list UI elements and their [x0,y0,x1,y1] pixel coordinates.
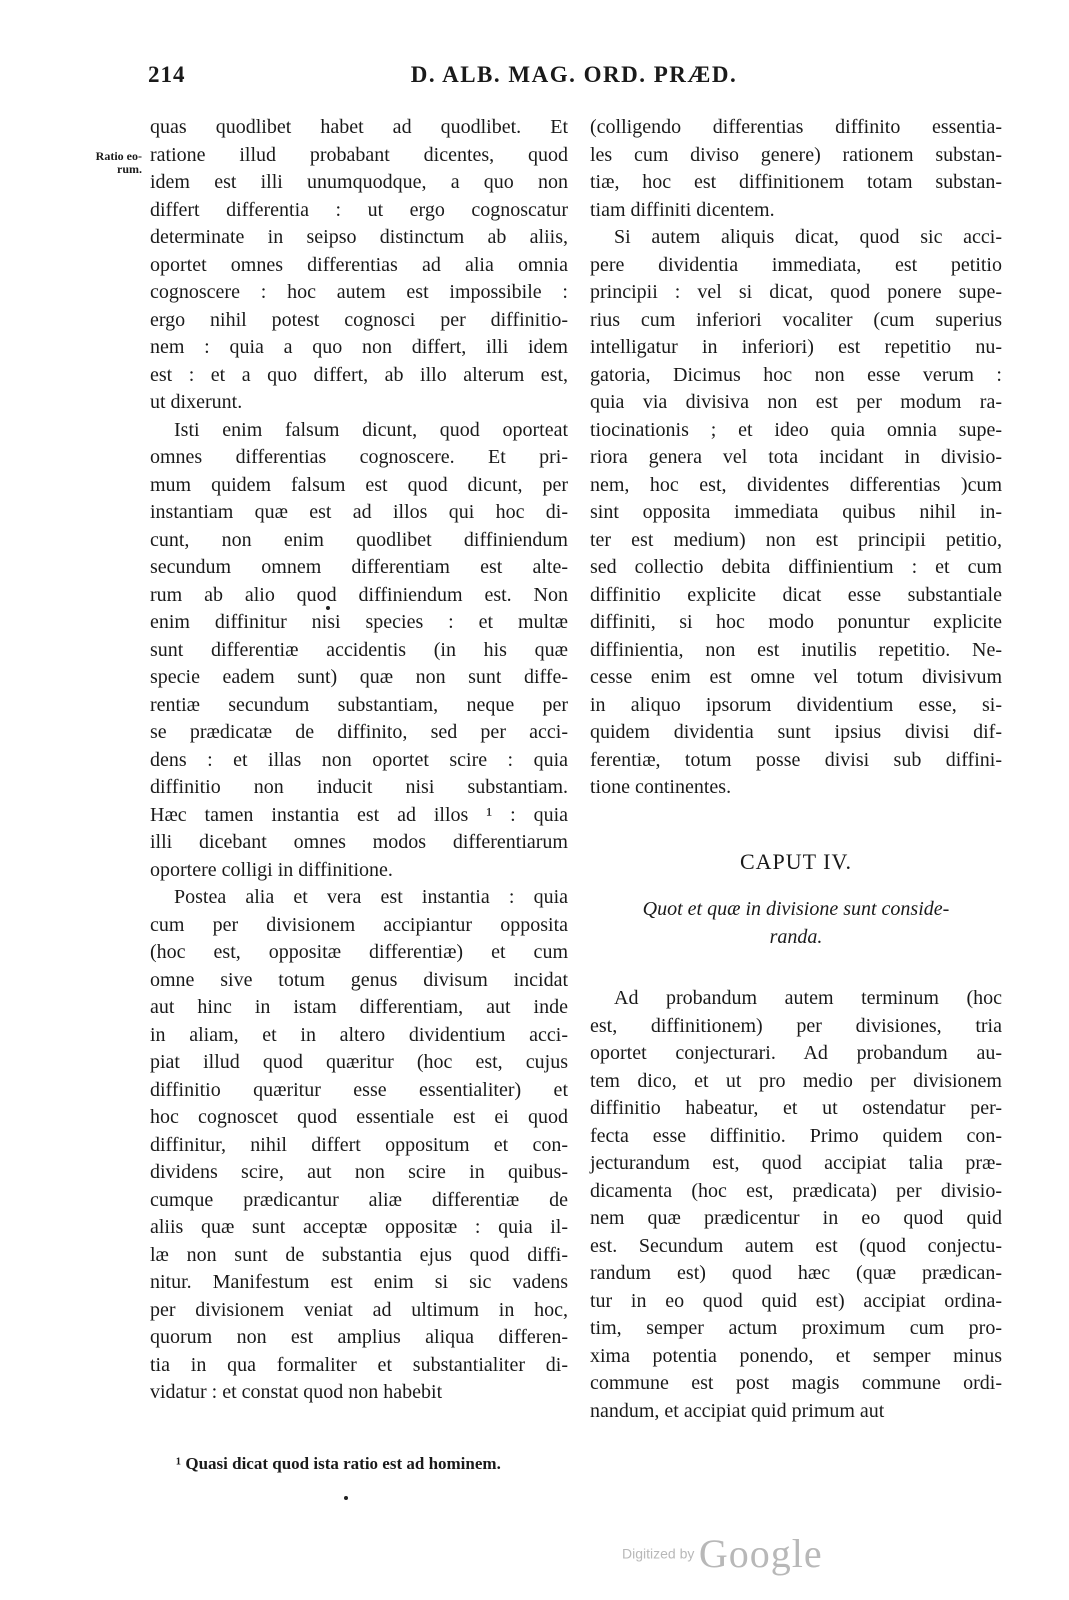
digitized-watermark [622,1530,823,1577]
text-line: Hæc tamen instantia est ad illos ¹ : quia [150,803,568,826]
text-line: tim, semper actum proximum cum pro- [590,1317,1002,1339]
text-line: xima potentia ponendo, et semper minus [590,1344,1002,1367]
text-line: tem dico, et ut pro medio per divisionem [590,1069,1002,1092]
text-line: se prædicatæ de diffinito, sed per acci- [150,721,568,743]
text-line: Postea alia et vera est instantia : quia [174,886,568,908]
text-line: Si autem aliquis dicat, quod sic acci- [614,226,1002,248]
text-line: est, diffinitionem) per divisiones, tria [590,1014,1002,1037]
text-line: riora genera vel tota incidant in divisio- [590,446,1002,468]
text-line: hoc cognoscet quod essentiale est ei quod [150,1106,568,1128]
text-line: diffinitio habeatur, et ut ostendatur per- [590,1097,1002,1119]
text-line: oportere colligi in diffinitione. [150,858,393,881]
text-line: (hoc est, oppositæ differentiæ) et cum [150,941,568,963]
text-line: commune est post magis commune ordi- [590,1372,1002,1394]
right-column-top [590,114,1002,802]
text-line: differt differentia : ut ergo cognoscatur [150,198,568,221]
text-line: tia in qua formaliter et substantialiter di- [150,1353,568,1376]
text-line: quidem dividentia sunt ipsius divisi dif- [590,721,1002,743]
text-line: tiam diffiniti dicentem. [590,198,775,221]
text-line: ferentiæ, totum posse divisi sub diffini- [590,748,1002,771]
stray-mark [344,1496,348,1500]
text-line: oportet conjecturari. Ad probandum au- [590,1042,1002,1064]
text-line: rius cum inferiori vocaliter (cum superius [590,308,1002,331]
text-line: ter est medium) non est principii petitio, [590,528,1002,551]
footnote: ¹ Quasi dicat quod ista ratio est ad hominem. [176,1454,501,1473]
text-line: principii : vel si dicat, quod ponere supe- [590,281,1002,303]
text-line: aliis quæ sunt acceptæ oppositæ : quia il- [150,1216,568,1238]
text-line: nem quæ prædicentur in eo quod quid [590,1207,1002,1229]
text-line: læ non sunt de substantia ejus quod diffi- [150,1243,568,1266]
text-line: determinate in seipso distinctum ab aliis, [150,226,568,248]
text-line: in aliquo ipsorum dividentium esse, si- [590,693,1002,716]
text-line: omne sive totum genus divisum incidat [150,968,568,991]
text-line: dicamenta (hoc est, prædicata) per divisio- [590,1179,1002,1202]
text-line: specie eadem sunt) quæ non sunt diffe- [150,666,568,688]
text-line: ut dixerunt. [150,391,243,413]
chapter-title: CAPUT IV. [739,848,853,874]
text-line: intelligatur in inferiori) est repetitio nu- [590,336,1002,358]
text-line: ergo nihil potest cognosci per diffinitio- [150,308,568,331]
chapter-subtitle [590,895,1002,951]
text-line: vidatur : et constat quod non habebit [150,1381,443,1403]
text-line: est : et a quo differt, ab illo alterum est, [150,363,568,386]
text-line: aut hinc in istam differentiam, aut inde [150,996,568,1018]
text-line: tione continentes. [590,776,732,798]
margin-note [62,150,142,176]
text-line: tiocinationis ; et ideo quia omnia supe- [590,418,1002,441]
text-line: sed collectio debita diffinientium : et cum [590,556,1002,578]
text-line: secundum omnem differentiam est alte- [150,556,568,578]
text-line: les cum diviso genere) rationem substan- [590,143,1002,166]
text-line: oportet omnes differentias ad alia omnia [150,253,568,276]
text-line: diffinitio quæritur esse essentialiter) et [150,1078,568,1101]
text-line: dividens scire, aut non scire in quibus- [150,1161,568,1183]
text-line: randum est) quod hæc (quæ prædican- [590,1262,1002,1284]
text-line: diffiniti, si hoc modo ponuntur explicite [590,611,1002,633]
text-line: pere dividentia immediata, est petitio [590,253,1002,276]
text-line: dens : et illas non oportet scire : quia [150,748,568,771]
text-line: sunt differentiæ accidentis (in his quæ [150,638,568,661]
text-line: piat illud quod quæritur (hoc est, cujus [150,1051,568,1073]
text-line: jecturandum est, quod accipiat talia præ- [590,1152,1002,1174]
text-line: fecta esse diffinitio. Primo quidem con- [590,1124,1002,1147]
page-number: 214 [148,62,186,87]
text-line: Isti enim falsum dicunt, quod oporteat [174,418,568,441]
text-line: diffinitio non inducit nisi substantiam. [150,776,568,798]
margin-note-line: Ratio eo- [95,149,142,163]
running-title: D. ALB. MAG. ORD. PRÆD. [410,62,738,87]
stray-mark [326,606,330,610]
text-line: est. Secundum autem est (quod conjectu- [590,1234,1002,1257]
text-line: quorum non est amplius aliqua differen- [150,1326,568,1348]
text-line: (colligendo differentias diffinito essentia- [590,116,1002,138]
text-line: rentiæ secundum substantiam, neque per [150,693,568,716]
text-line: nem, hoc est, dividentes differentias )cum [590,473,1002,496]
margin-note-line: rum. [117,162,142,176]
text-line: gatoria, Dicimus hoc non esse verum : [590,363,1002,386]
text-line: in aliam, et in altero dividentium acci- [150,1023,568,1046]
text-line: cunt, non enim quodlibet diffiniendum [150,528,568,551]
text-line: per divisionem veniat ad ultimum in hoc, [150,1298,568,1321]
watermark-prefix: Digitized by [622,1545,695,1562]
text-line: cumque prædicantur aliæ differentiæ de [150,1188,568,1211]
text-line: nem : quia a quo non differt, illi idem [150,336,568,358]
chapter-subtitle-line: randa. [769,926,823,948]
right-column-bottom [590,985,1002,1425]
text-line: enim diffinitur nisi species : et multæ [150,611,568,633]
chapter-subtitle-line: Quot et quæ in divisione sunt conside- [642,898,950,920]
text-line: idem est illi unumquodque, a quo non [150,171,568,193]
text-line: nitur. Manifestum est enim si sic vadens [150,1271,568,1293]
text-line: tiæ, hoc est diffinitionem totam substan- [590,171,1002,193]
text-line: tur in eo quod quid est) accipiat ordina- [590,1289,1002,1312]
text-line: illi dicebant omnes modos differentiarum [150,831,568,853]
text-line: quia via divisiva non est per modum ra- [590,391,1002,413]
text-line: sint opposita immediata quibus nihil in- [590,501,1002,523]
text-line: Ad probandum autem terminum (hoc [614,987,1002,1009]
text-line: diffinitio explicite dicat esse substantiale [590,583,1002,606]
left-column [150,114,568,1407]
text-line: rum ab alio quod diffiniendum est. Non [150,583,568,606]
right-column [590,114,1002,1425]
page-header [148,62,1000,96]
text-line: omnes differentias cognoscere. Et pri- [150,446,568,468]
watermark-brand: Google [698,1531,823,1576]
text-line: cesse enim est omne vel totum divisivum [590,666,1002,688]
text-line: instantiam quæ est ad illos qui hoc di- [150,501,568,523]
text-line: nandum, et accipiat quid primum aut [590,1399,885,1422]
text-line: mum quidem falsum est quod dicunt, per [150,473,568,496]
text-line: ratione illud probabant dicentes, quod [150,143,568,166]
text-line: quas quodlibet habet ad quodlibet. Et [150,116,568,138]
text-line: diffinientia, non est inutilis repetitio. Ne- [590,638,1002,661]
text-line: cognoscere : hoc autem est impossibile : [150,281,568,303]
text-line: cum per divisionem accipiantur opposita [150,913,568,936]
text-line: diffinitur, nihil differt oppositum et con- [150,1133,568,1156]
